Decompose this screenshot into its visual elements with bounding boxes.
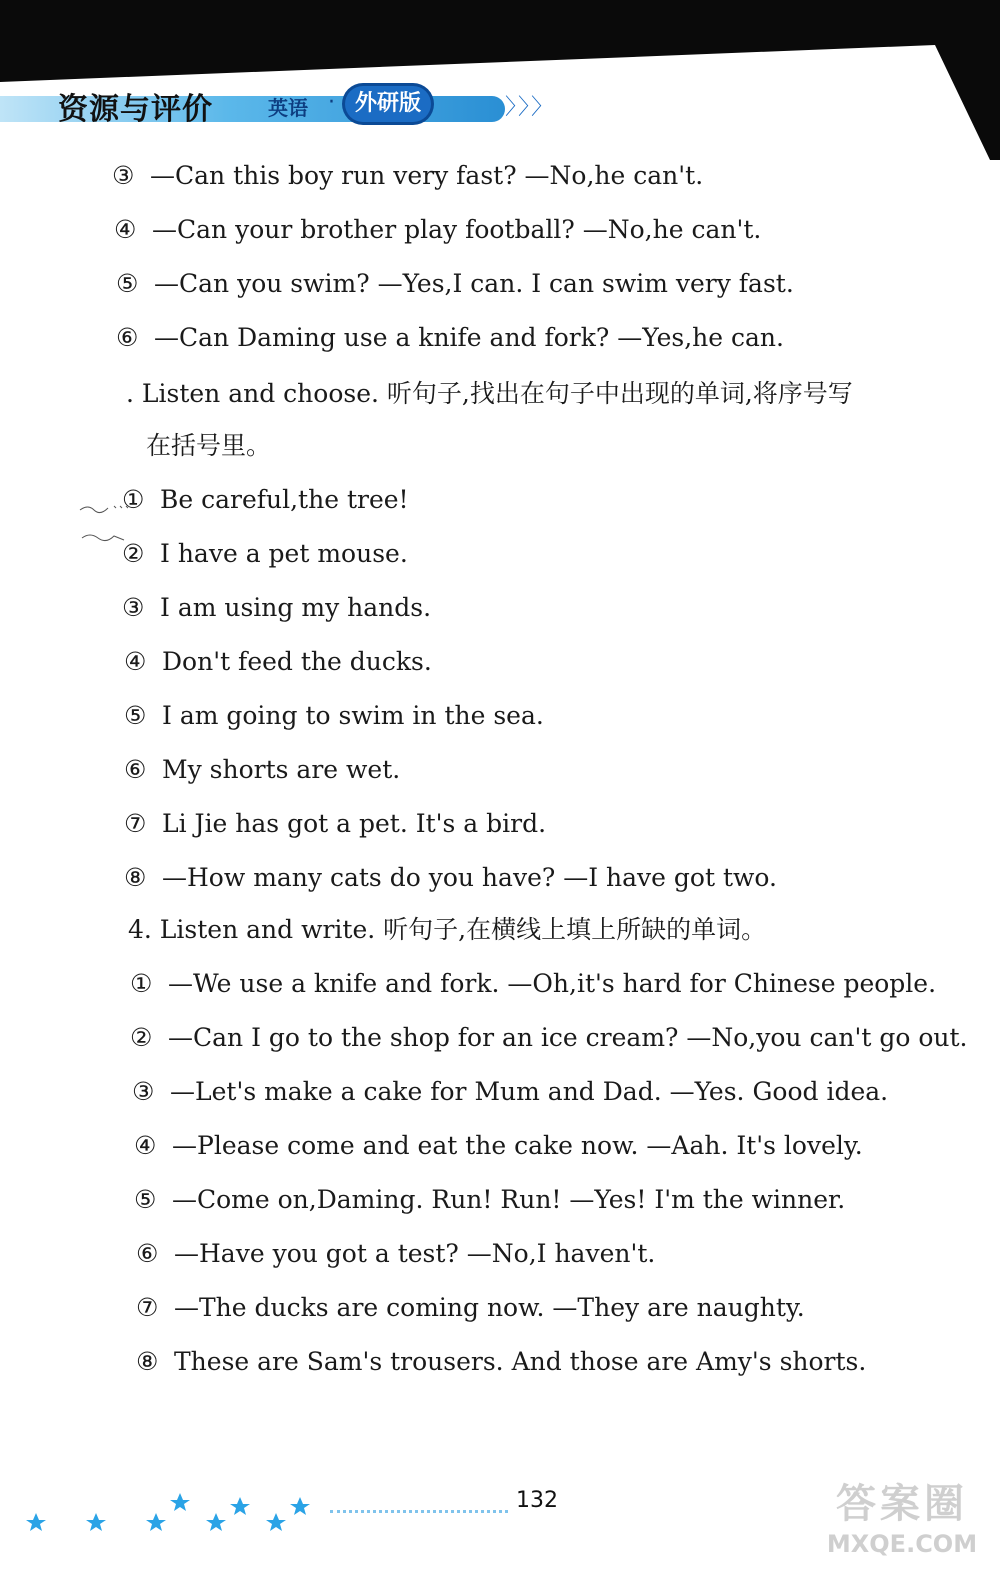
item-number: ② [122,539,145,568]
list-item [124,862,777,894]
book-header-banner [0,78,560,134]
item-number: ④ [124,647,147,676]
list-item [122,538,408,570]
list-item [136,1346,866,1378]
section-4-title: 4. Listen and write. 听句子,在横线上填上所缺的单词。 [128,915,767,944]
item-number: ① [130,969,153,998]
item-text: —Please come and eat the cake now. —Aah. It's lovely. [172,1131,863,1160]
list-item [124,700,544,732]
item-text: —Can your brother play football? —No,he can't. [152,215,762,244]
list-item [122,484,409,516]
list-item [114,214,761,246]
list-item [124,754,400,786]
item-text: —How many cats do you have? —I have got two. [162,863,777,892]
section-3-title-cont: 在括号里。 [146,431,272,460]
decorative-stars-icon [18,1485,328,1535]
item-number: ⑦ [136,1293,159,1322]
list-item [134,1130,863,1162]
list-item [124,808,546,840]
item-number: ⑧ [136,1347,159,1376]
watermark-logo-text: 答案圈 [836,1481,968,1527]
list-item [136,1238,655,1270]
item-number: ② [130,1023,153,1052]
edition-badge: 外研版 [345,86,431,122]
list-item [132,1076,888,1108]
item-text: —Can Daming use a knife and fork? —Yes,he can. [154,323,784,352]
list-item [124,646,432,678]
item-text: My shorts are wet. [162,755,401,784]
item-number: ④ [134,1131,157,1160]
item-number: ③ [112,161,135,190]
item-text: Li Jie has got a pet. It's a bird. [162,809,547,838]
item-number: ⑥ [124,755,147,784]
item-text: These are Sam's trousers. And those are Amy's shorts. [174,1347,867,1376]
section-3-title: . Listen and choose. 听句子,找出在句子中出现的单词,将序号写 [126,379,853,408]
item-text: Don't feed the ducks. [162,647,432,676]
list-item [136,1292,805,1324]
item-number: ⑥ [136,1239,159,1268]
list-item [116,268,794,300]
item-text: —Have you got a test? —No,I haven't. [174,1239,656,1268]
item-number: ③ [122,593,145,622]
item-text: I am using my hands. [160,593,432,622]
item-number: ⑤ [116,269,139,298]
list-item [130,968,936,1000]
item-text: I have a pet mouse. [160,539,408,568]
item-number: ⑥ [116,323,139,352]
item-text: —Come on,Daming. Run! Run! —Yes! I'm the winner. [172,1185,846,1214]
item-number: ⑤ [124,701,147,730]
subject-label: 英语 [268,96,308,120]
chevron-right-icon: 〉〉〉 [505,95,556,120]
item-text: Be careful,the tree! [160,485,409,514]
item-text: —The ducks are coming now. —They are naughty. [174,1293,805,1322]
list-item [130,1022,968,1054]
item-text: —Can this boy run very fast? —No,he can't. [150,161,704,190]
list-item [116,322,784,354]
page-number: 132 [516,1488,558,1513]
watermark-url: MXQE.COM [826,1530,978,1558]
item-number: ⑧ [124,863,147,892]
item-number: ④ [114,215,137,244]
list-item [122,592,431,624]
site-watermark [812,1478,992,1570]
item-number: ③ [132,1077,155,1106]
list-item [112,160,703,192]
list-item [134,1184,845,1216]
footer-dotted-leader [330,1490,508,1513]
book-title: 资源与评价 [58,92,213,127]
item-number: ⑤ [134,1185,157,1214]
header-separator: · [328,90,335,115]
item-number: ① [122,485,145,514]
item-text: —We use a knife and fork. —Oh,it's hard for Chinese people. [168,969,937,998]
item-text: I am going to swim in the sea. [162,701,544,730]
item-number: ⑦ [124,809,147,838]
item-text: —Let's make a cake for Mum and Dad. —Yes. Good idea. [170,1077,889,1106]
item-text: —Can you swim? —Yes,I can. I can swim very fast. [154,269,794,298]
item-text: —Can I go to the shop for an ice cream? —No,you can't go out. [168,1023,968,1052]
